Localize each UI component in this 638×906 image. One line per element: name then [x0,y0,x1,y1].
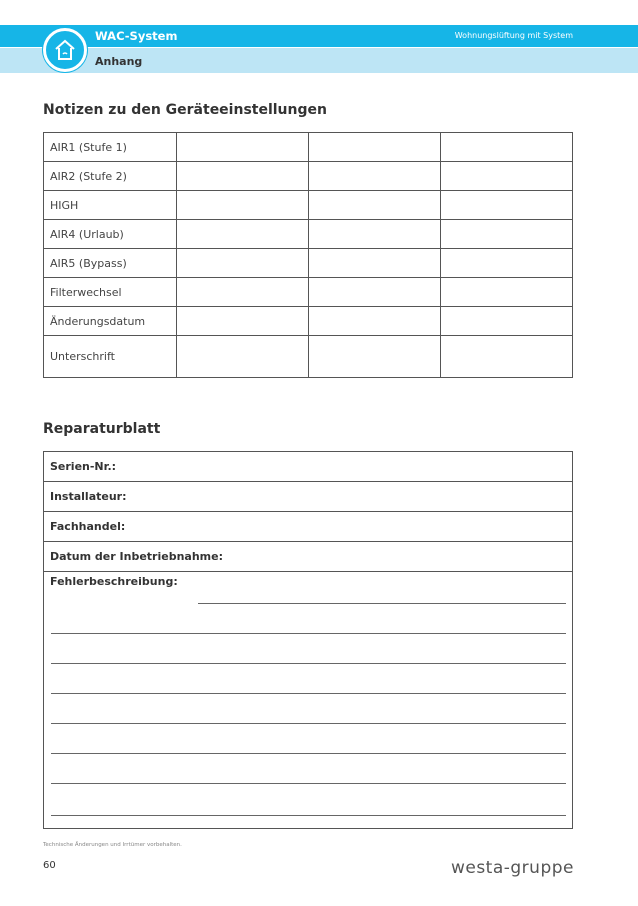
notes-entry-cell[interactable] [309,336,441,378]
notes-entry-cell[interactable] [177,191,309,220]
repair-field[interactable]: Fachhandel: [44,512,572,542]
notes-entry-cell[interactable] [309,249,441,278]
notes-row-label: AIR1 (Stufe 1) [44,133,177,162]
fault-line[interactable] [51,633,566,634]
notes-entry-cell[interactable] [177,220,309,249]
fault-line[interactable] [51,723,566,724]
notes-row-label: HIGH [44,191,177,220]
notes-entry-cell[interactable] [309,307,441,336]
logo-badge [43,28,87,72]
section-title: Anhang [95,55,143,68]
repair-field[interactable]: Installateur: [44,482,572,512]
notes-row [44,133,573,162]
notes-entry-cell[interactable] [177,249,309,278]
notes-row-label: AIR2 (Stufe 2) [44,162,177,191]
notes-row [44,336,573,378]
notes-entry-cell[interactable] [441,220,573,249]
fault-line[interactable] [51,693,566,694]
fault-line[interactable] [51,663,566,664]
notes-entry-cell[interactable] [441,278,573,307]
repair-field[interactable]: Datum der Inbetriebnahme: [44,542,572,572]
notes-row-label: Unterschrift [44,336,177,378]
system-title: WAC-System [95,29,178,43]
notes-row [44,249,573,278]
notes-entry-cell[interactable] [309,278,441,307]
repair-field[interactable]: Serien-Nr.: [44,452,572,482]
notes-row [44,278,573,307]
notes-entry-cell[interactable] [441,133,573,162]
notes-row [44,162,573,191]
notes-entry-cell[interactable] [309,162,441,191]
brand-logo: westa-gruppe [450,858,574,878]
notes-heading: Notizen zu den Geräteeinstellungen [43,102,327,118]
fault-line[interactable] [51,783,566,784]
fault-line[interactable] [51,753,566,754]
notes-entry-cell[interactable] [177,336,309,378]
notes-entry-cell[interactable] [309,133,441,162]
fault-description-label: Fehlerbeschreibung: [50,575,178,588]
notes-entry-cell[interactable] [177,162,309,191]
disclaimer: Technische Änderungen und Irrtümer vorbehalten. [43,842,182,848]
notes-entry-cell[interactable] [441,307,573,336]
settings-notes-table [43,132,573,378]
notes-entry-cell[interactable] [177,278,309,307]
fault-line[interactable] [198,603,566,604]
notes-entry-cell[interactable] [441,162,573,191]
notes-entry-cell[interactable] [441,191,573,220]
system-subtitle: Wohnungslüftung mit System [454,31,573,40]
repair-heading: Reparaturblatt [43,421,161,437]
notes-row-label: AIR5 (Bypass) [44,249,177,278]
notes-entry-cell[interactable] [309,191,441,220]
house-icon [53,38,77,62]
notes-entry-cell[interactable] [441,249,573,278]
fault-line[interactable] [51,815,566,816]
notes-entry-cell[interactable] [177,133,309,162]
notes-row-label: Änderungsdatum [44,307,177,336]
notes-row-label: AIR4 (Urlaub) [44,220,177,249]
page-number: 60 [43,860,56,871]
notes-entry-cell[interactable] [177,307,309,336]
notes-entry-cell[interactable] [441,336,573,378]
notes-entry-cell[interactable] [309,220,441,249]
notes-row-label: Filterwechsel [44,278,177,307]
repair-form [43,451,573,829]
notes-row [44,191,573,220]
notes-row [44,307,573,336]
notes-row [44,220,573,249]
